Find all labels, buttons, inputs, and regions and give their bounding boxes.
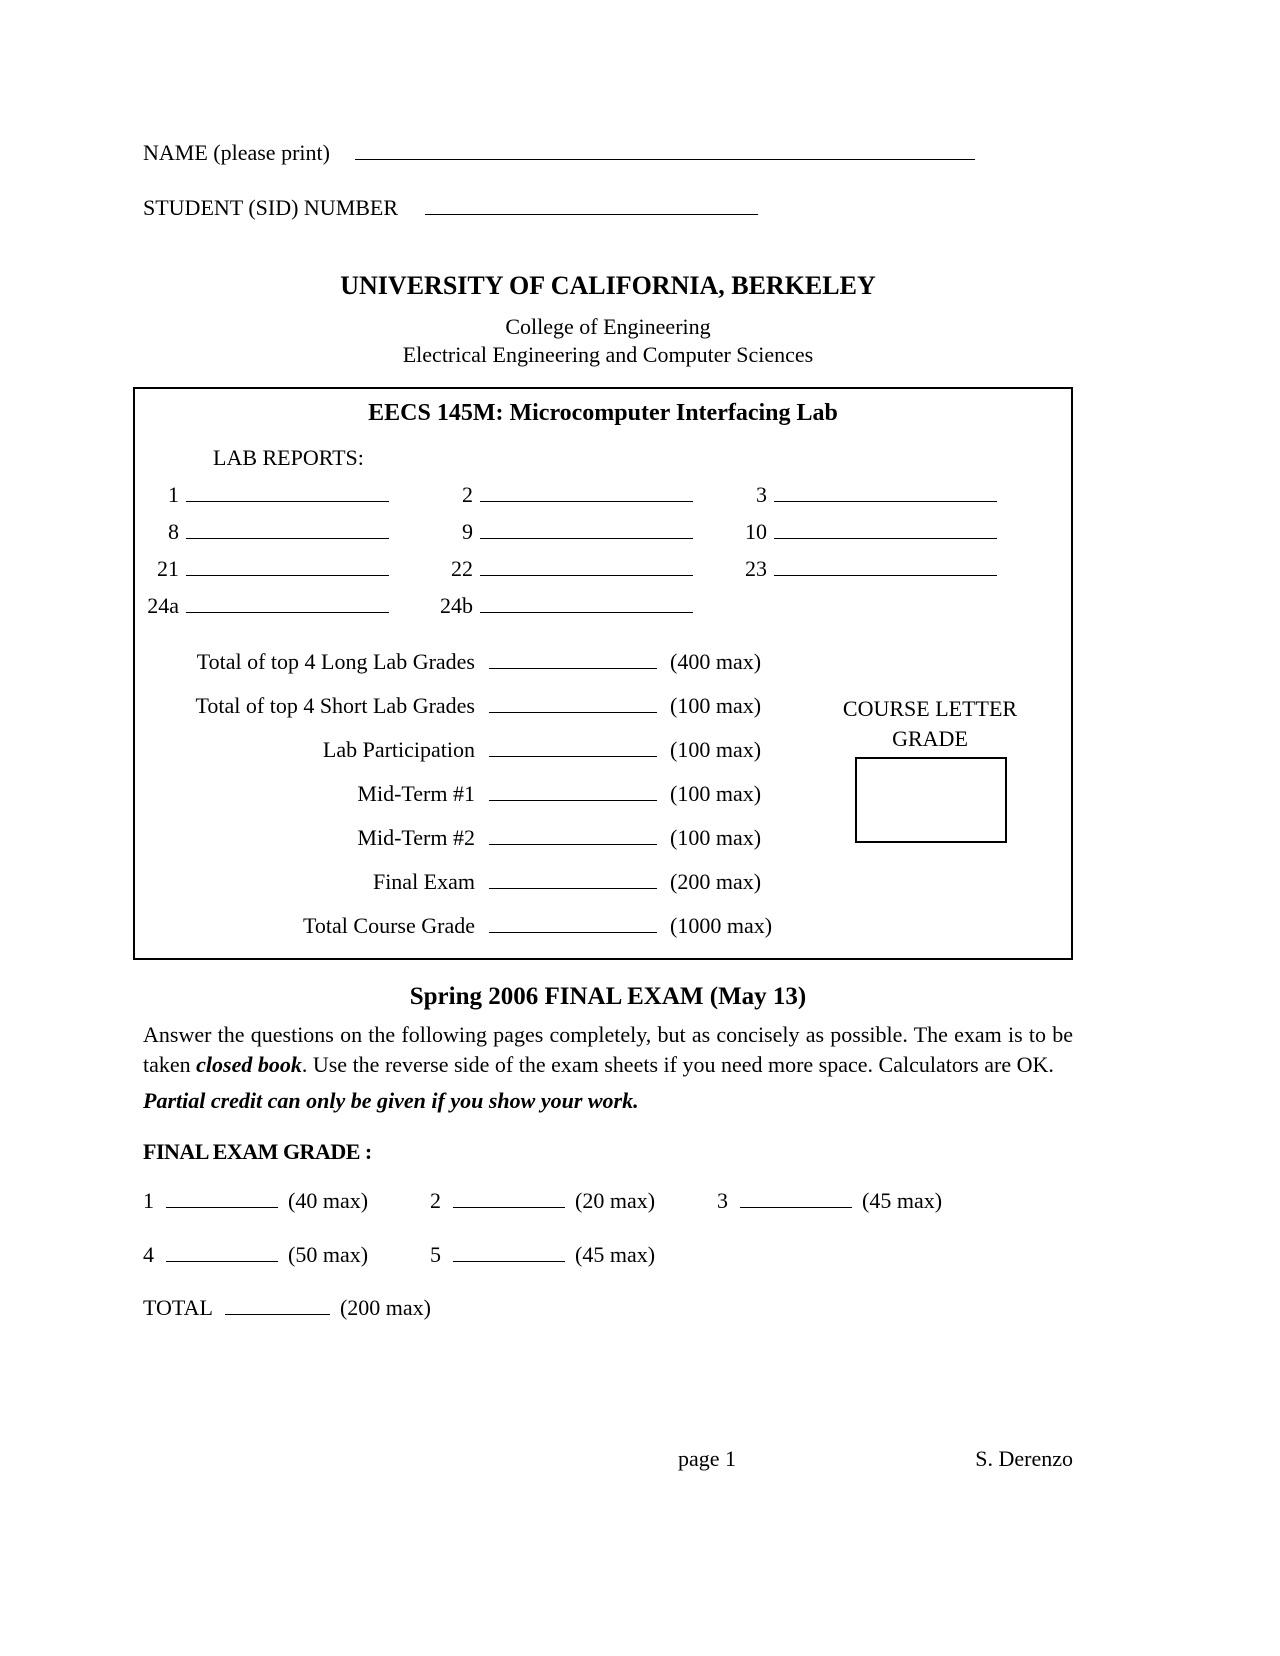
grade-line bbox=[135, 870, 1071, 894]
final-exam-grade-item bbox=[430, 1189, 717, 1213]
university-title: UNIVERSITY OF CALIFORNIA, BERKELEY bbox=[340, 271, 876, 300]
question-max: (50 max) bbox=[288, 1242, 369, 1267]
lab-report-blank[interactable] bbox=[480, 571, 693, 576]
sid-blank[interactable] bbox=[425, 210, 758, 215]
lab-report-number: 23 bbox=[745, 556, 767, 581]
lab-report-number: 8 bbox=[168, 519, 179, 544]
grade-line-max: (100 max) bbox=[670, 825, 762, 850]
page-footer bbox=[143, 1447, 1073, 1477]
course-letter-grade-label: COURSE LETTER GRADE bbox=[842, 696, 1018, 751]
grade-line-max: (100 max) bbox=[670, 737, 762, 762]
lab-report-blank[interactable] bbox=[480, 534, 693, 539]
lab-report-number: 2 bbox=[462, 482, 473, 507]
lab-report-number: 24b bbox=[440, 593, 473, 618]
grade-line-label: Mid-Term #1 bbox=[357, 781, 475, 806]
question-number: 3 bbox=[717, 1188, 728, 1213]
question-number: 2 bbox=[430, 1188, 441, 1213]
grade-line-blank[interactable] bbox=[489, 664, 657, 669]
question-grade-blank[interactable] bbox=[166, 1203, 278, 1208]
grade-line-max: (200 max) bbox=[670, 869, 762, 894]
lab-report-blank[interactable] bbox=[774, 497, 997, 502]
lab-report-blank[interactable] bbox=[774, 571, 997, 576]
lab-reports-label: LAB REPORTS: bbox=[213, 445, 364, 470]
name-row bbox=[143, 0, 1073, 166]
lab-report-blank[interactable] bbox=[480, 497, 693, 502]
final-exam-grade-item bbox=[717, 1189, 1004, 1213]
lab-report-blank[interactable] bbox=[186, 534, 389, 539]
grade-line bbox=[135, 650, 1071, 674]
grade-line-max: (100 max) bbox=[670, 693, 762, 718]
lab-report-row bbox=[135, 483, 1071, 507]
lab-report-blank[interactable] bbox=[480, 608, 693, 613]
grade-line-label: Final Exam bbox=[372, 869, 475, 894]
grade-line-label: Total Course Grade bbox=[303, 913, 475, 938]
final-exam-grade-row bbox=[143, 1243, 1073, 1267]
question-grade-blank[interactable] bbox=[740, 1203, 852, 1208]
lab-report-number: 1 bbox=[168, 482, 179, 507]
total-max: (200 max) bbox=[339, 1295, 431, 1320]
grade-line-max: (1000 max) bbox=[670, 913, 773, 938]
lab-report-blank[interactable] bbox=[186, 497, 389, 502]
final-exam-grade-row bbox=[143, 1189, 1073, 1213]
lab-report-row bbox=[135, 557, 1071, 581]
sid-row bbox=[143, 195, 1073, 221]
question-number: 4 bbox=[143, 1242, 154, 1267]
total-label: TOTAL bbox=[143, 1295, 213, 1320]
lab-report-blank[interactable] bbox=[774, 534, 997, 539]
lab-report-number: 10 bbox=[745, 519, 767, 544]
question-max: (45 max) bbox=[575, 1242, 656, 1267]
grade-line-max: (400 max) bbox=[670, 649, 762, 674]
question-max: (20 max) bbox=[575, 1188, 656, 1213]
final-exam-grade-item bbox=[143, 1243, 430, 1267]
grade-line-label: Total of top 4 Short Lab Grades bbox=[195, 693, 475, 718]
question-grade-blank[interactable] bbox=[453, 1257, 565, 1262]
question-max: (45 max) bbox=[862, 1188, 943, 1213]
college-subtitle: College of Engineering bbox=[505, 314, 711, 339]
total-row bbox=[143, 1296, 1073, 1320]
lab-report-number: 3 bbox=[756, 482, 767, 507]
lab-report-number: 9 bbox=[462, 519, 473, 544]
grade-line-label: Lab Participation bbox=[322, 737, 475, 762]
exam-instructions bbox=[143, 1020, 1073, 1080]
final-exam-grade-label: FINAL EXAM GRADE : bbox=[143, 1139, 372, 1164]
question-grade-blank[interactable] bbox=[166, 1257, 278, 1262]
grade-line-blank[interactable] bbox=[489, 752, 657, 757]
lab-report-number: 22 bbox=[451, 556, 473, 581]
grade-line-blank[interactable] bbox=[489, 928, 657, 933]
page-number: page 1 bbox=[678, 1446, 737, 1471]
course-letter-grade-box[interactable] bbox=[855, 757, 1007, 843]
final-exam-grade-item bbox=[430, 1243, 717, 1267]
lab-report-row bbox=[135, 520, 1071, 544]
question-max: (40 max) bbox=[288, 1188, 369, 1213]
sid-label: STUDENT (SID) NUMBER bbox=[143, 195, 399, 220]
question-number: 1 bbox=[143, 1188, 154, 1213]
question-grade-blank[interactable] bbox=[453, 1203, 565, 1208]
grade-line-blank[interactable] bbox=[489, 796, 657, 801]
course-title: EECS 145M: Microcomputer Interfacing Lab bbox=[368, 400, 838, 426]
partial-credit-note: Partial credit can only be given if you show your work. bbox=[143, 1088, 639, 1113]
name-blank[interactable] bbox=[355, 155, 975, 160]
grade-line-max: (100 max) bbox=[670, 781, 762, 806]
grade-line-blank[interactable] bbox=[489, 884, 657, 889]
lab-report-number: 21 bbox=[157, 556, 179, 581]
final-exam-grade-item bbox=[143, 1189, 430, 1213]
grade-line-blank[interactable] bbox=[489, 708, 657, 713]
grade-line-label: Mid-Term #2 bbox=[357, 825, 475, 850]
grade-summary-box bbox=[133, 387, 1073, 960]
grade-line bbox=[135, 914, 1071, 938]
lab-report-row bbox=[135, 594, 1071, 618]
exam-title: Spring 2006 FINAL EXAM (May 13) bbox=[409, 983, 807, 1010]
department-subtitle: Electrical Engineering and Computer Sciences bbox=[402, 342, 814, 367]
lab-report-blank[interactable] bbox=[186, 571, 389, 576]
lab-report-number: 24a bbox=[147, 593, 179, 618]
total-grade-blank[interactable] bbox=[225, 1310, 330, 1315]
question-number: 5 bbox=[430, 1242, 441, 1267]
closed-book-emphasis: closed book bbox=[196, 1052, 302, 1077]
grade-line-blank[interactable] bbox=[489, 840, 657, 845]
lab-report-blank[interactable] bbox=[186, 608, 389, 613]
instructions-text: . Use the reverse side of the exam sheets if you need more space. Calculators are OK. bbox=[301, 1052, 1054, 1077]
grade-line-label: Total of top 4 Long Lab Grades bbox=[196, 649, 475, 674]
instructions-text: Answer the questions on the following pages completely, but as concisely as possible. The exam is to be taken bbox=[143, 1022, 1073, 1077]
name-label: NAME (please print) bbox=[143, 140, 330, 165]
author-name: S. Derenzo bbox=[975, 1446, 1073, 1471]
